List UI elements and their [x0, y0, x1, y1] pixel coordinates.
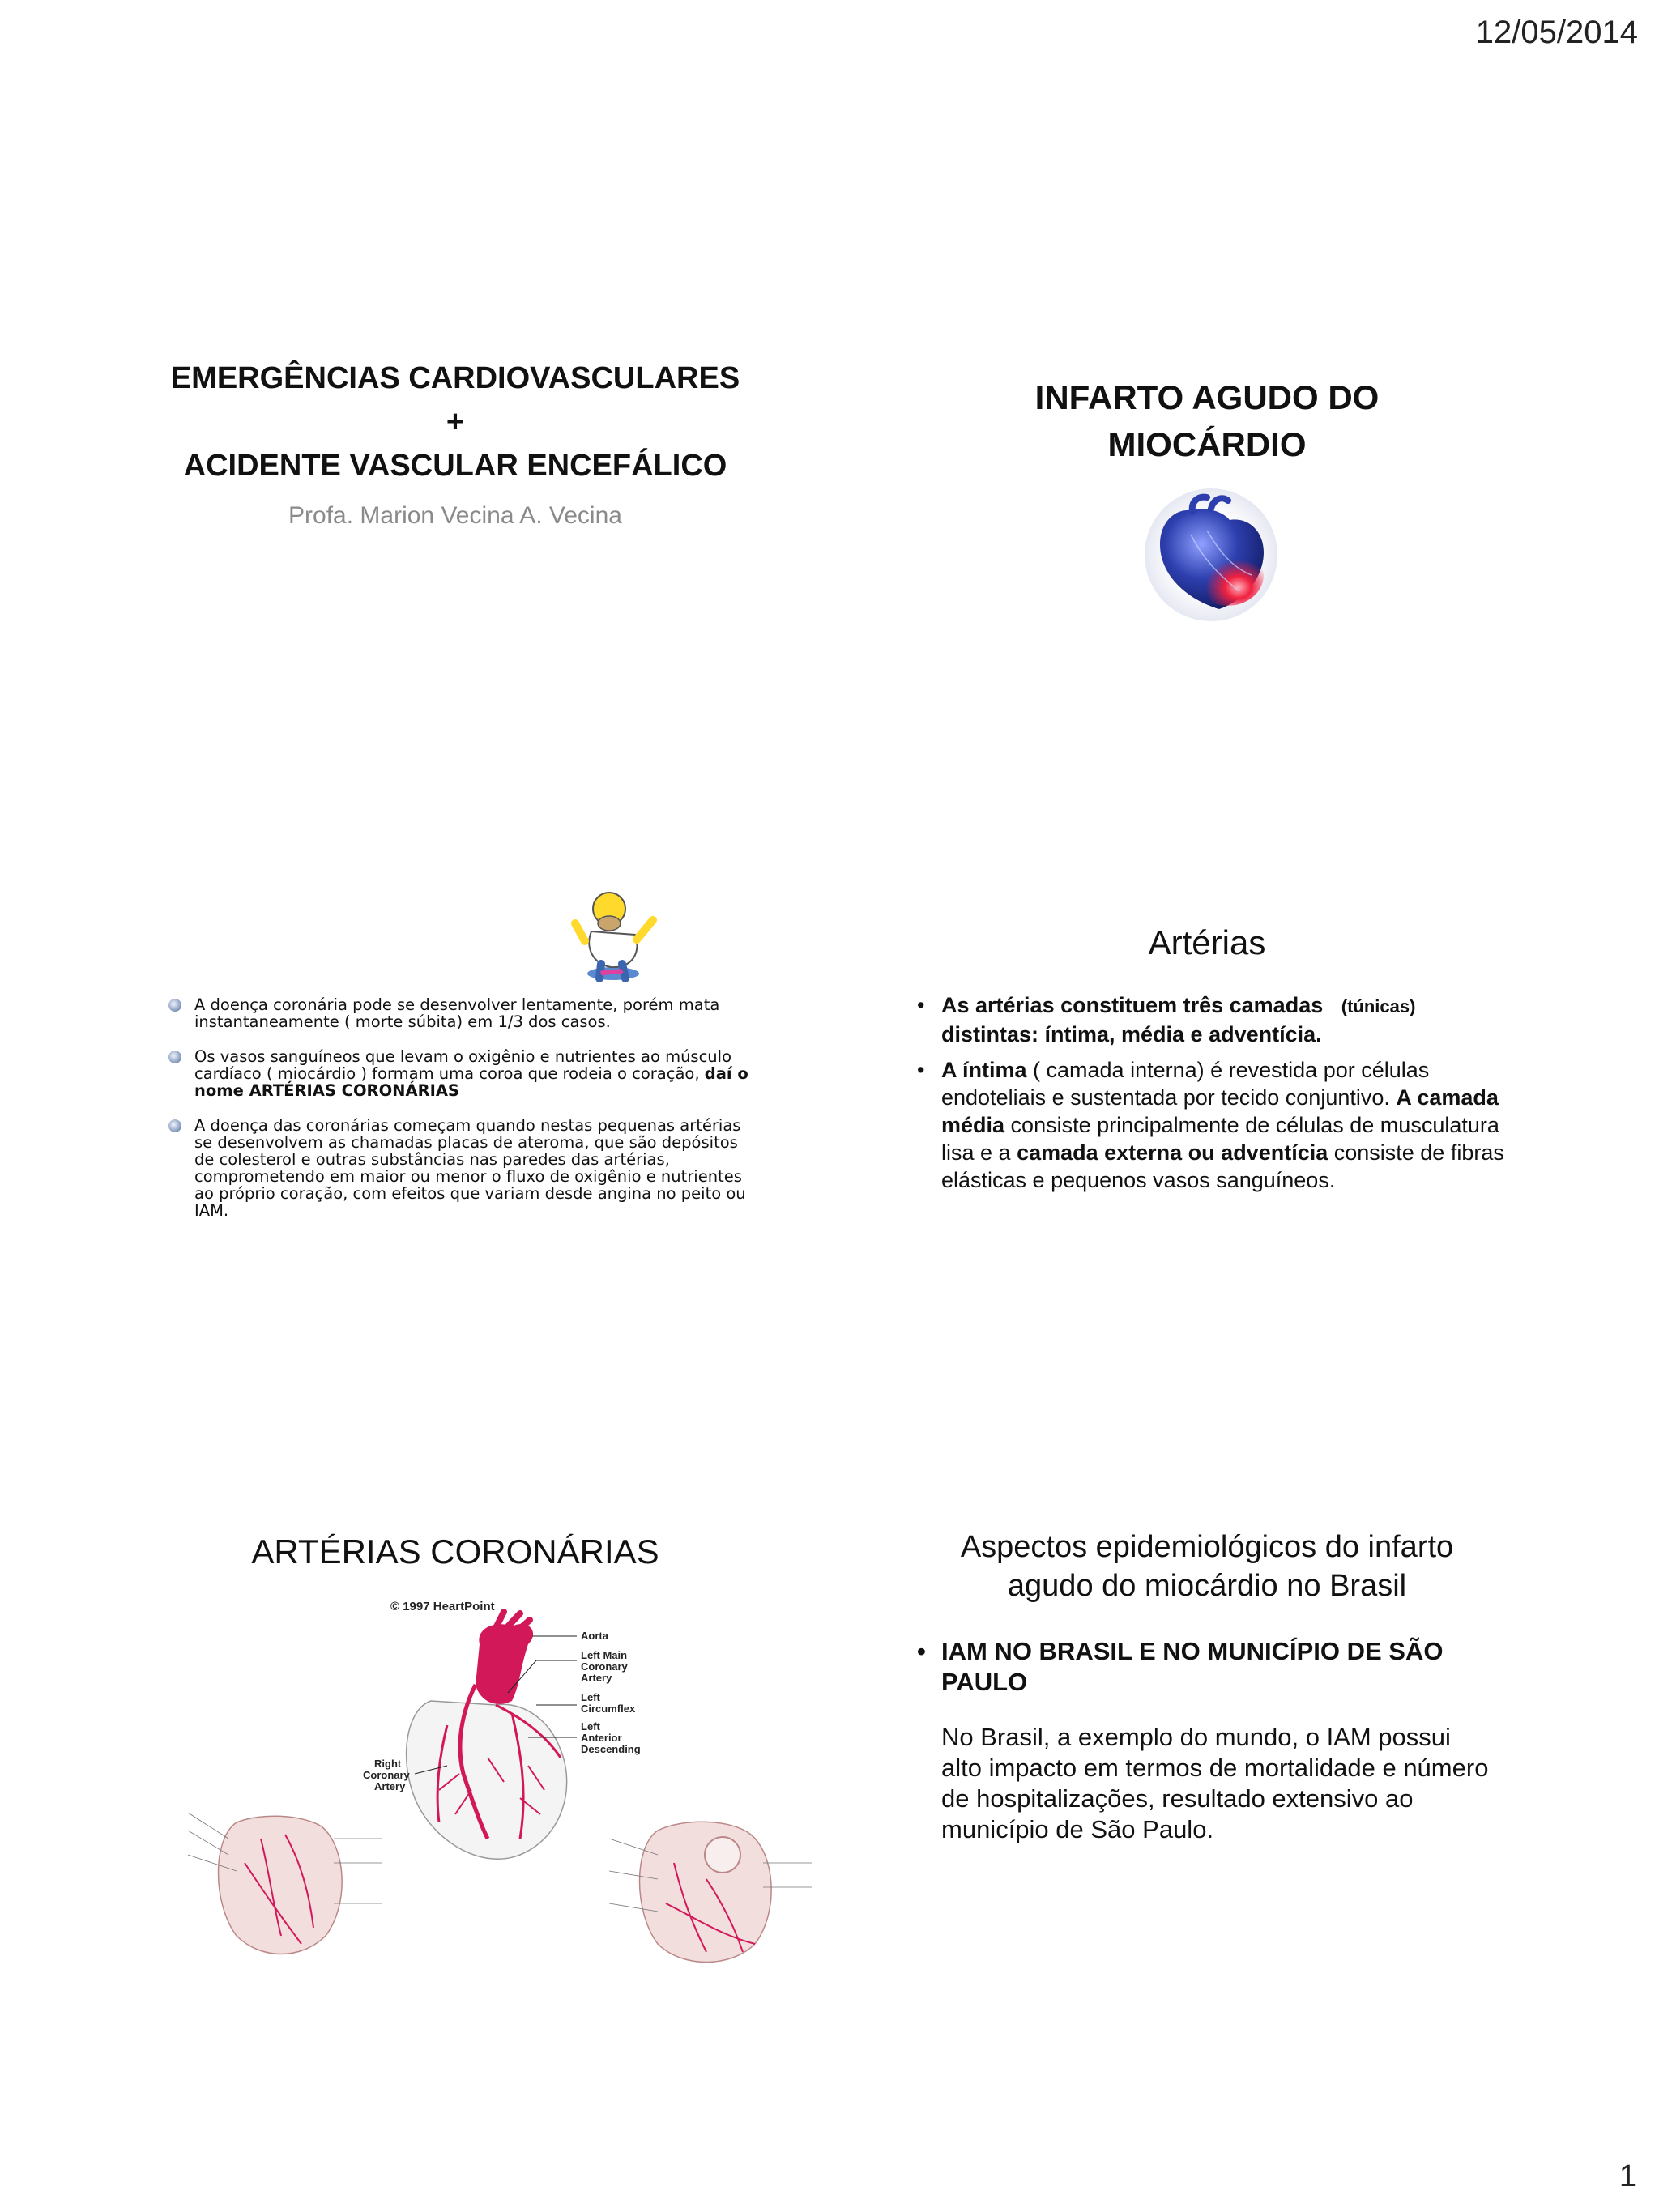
slide-title	[91, 356, 820, 745]
epidemiology-bullet: • IAM NO BRASIL E NO MUNICÍPIO DE SÃO PAULO	[917, 1637, 1444, 1696]
label-lad-1: Left	[581, 1720, 600, 1733]
label-rca-1: Right	[374, 1758, 402, 1770]
main-heart-drawing	[407, 1612, 567, 1859]
list-item: A doença das coronárias começam quando nestas pequenas artérias se desenvolvem as chamadas placas de ateroma, que são depósitos de colesterol e outras substâncias nas paredes das artérias, comprometendo em maior ou menor o fluxo de oxigênio e nutrientes ao próprio coração, com efeitos que variam desde angina no peito ou IAM.	[168, 1117, 752, 1219]
bullet-dot-icon: •	[917, 1058, 925, 1082]
label-left-main-1: Left Main	[581, 1649, 628, 1661]
label-left-main-3: Artery	[581, 1672, 612, 1684]
anterior-heart-drawing	[188, 1813, 382, 1954]
label-circumflex-2: Circumflex	[581, 1703, 636, 1715]
label-lad-2: Anterior	[581, 1732, 622, 1744]
slide4-title: Artérias	[1148, 923, 1266, 961]
bullet-dot-icon: •	[917, 993, 925, 1017]
list-item: • A íntima ( camada interna) é revestida por células endoteliais e sustentada por tecido conjuntivo. A camada média consiste principalmente de células de musculatura lisa e a camada externa ou adventícia consiste de fibras elásticas e pequenos vasos sanguíneos.	[917, 1058, 1504, 1192]
bullet-dot-icon: •	[917, 1637, 926, 1665]
slide6-title: Aspectos epidemiológicos do infarto agudo do miocárdio no Brasil	[960, 1530, 1454, 1603]
header-date: 12/05/2014	[1475, 15, 1638, 50]
slide1-title: EMERGÊNCIAS CARDIOVASCULARES + ACIDENTE VASCULAR ENCEFÁLICO	[170, 361, 740, 483]
epidemiology-paragraph: No Brasil, a exemplo do mundo, o IAM possui alto impacto em termos de mortalidade e número de hospitalizações, resultado extensivo ao município de São Paulo.	[941, 1723, 1489, 1843]
list-item: Os vasos sanguíneos que levam o oxigênio e nutrientes ao músculo cardíaco ( miocárdio ) formam uma coroa que rodeia o coração, daí o nome ARTÉRIAS CORONÁRIAS	[168, 1048, 752, 1099]
homer-cartoon-icon	[569, 883, 666, 992]
glowing-heart-icon	[1142, 486, 1280, 628]
bullet-gem-icon	[168, 1051, 181, 1063]
slide-infarto	[842, 356, 1572, 745]
slide1-subtitle: Profa. Marion Vecina A. Vecina	[288, 502, 622, 529]
slide-coronary-disease	[91, 875, 820, 1296]
page-number: 1	[1618, 2159, 1636, 2193]
coronary-bullets	[168, 996, 752, 1237]
label-lad-3: Descending	[581, 1743, 641, 1755]
slide-arterias	[842, 875, 1572, 1296]
copyright-label: © 1997 HeartPoint	[390, 1600, 495, 1613]
label-aorta: Aorta	[581, 1630, 608, 1642]
slide5-title: ARTÉRIAS CORONÁRIAS	[251, 1532, 659, 1571]
bullet-gem-icon	[168, 1119, 181, 1132]
list-item: A doença coronária pode se desenvolver lentamente, porém mata instantaneamente ( morte súbita) em 1/3 dos casos.	[168, 996, 752, 1030]
posterior-heart-drawing	[609, 1822, 812, 1962]
slide-epidemiology	[842, 1507, 1572, 2009]
label-left-main-2: Coronary	[581, 1660, 628, 1673]
arterias-bullets	[842, 991, 1525, 1194]
bullet-gem-icon	[168, 999, 181, 1012]
list-item: • As artérias constituem três camadas (túnicas) distintas: íntima, média e adventícia.	[917, 993, 1416, 1046]
label-circumflex-1: Left	[581, 1691, 600, 1703]
coronary-arteries-diagram	[139, 1596, 836, 1988]
slide-coronary-arteries	[91, 1507, 820, 2009]
label-rca-2: Coronary	[363, 1769, 410, 1781]
label-rca-3: Artery	[374, 1780, 406, 1792]
slide2-title: INFARTO AGUDO DO MIOCÁRDIO	[1034, 378, 1380, 463]
